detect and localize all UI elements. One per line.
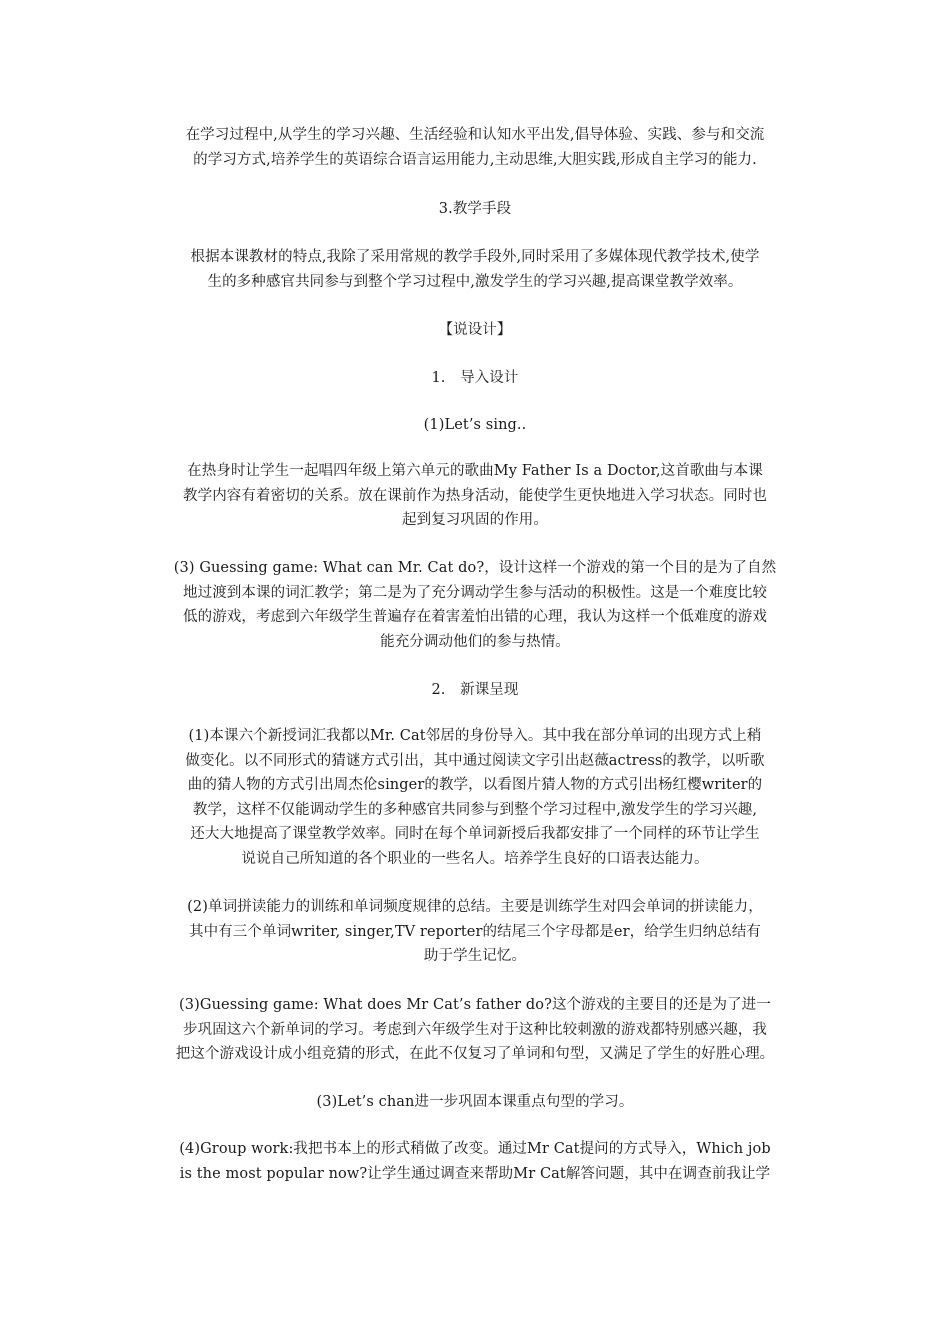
text-line: 把这个游戏设计成小组竞猜的形式，在此不仅复习了单词和句型，又满足了学生的好胜心理。 [175,1046,775,1062]
text-line: 在学习过程中,从学生的学习兴趣、生活经验和认知水平出发,倡导体验、实践、参与和交流 [185,127,765,143]
text-line: 助于学生记忆。 [423,948,527,964]
text-line: is the most popular now?让学生通过调查来帮助Mr Cat解答问题，其中在调查前我让学 [179,1165,771,1182]
text-line: 在热身时让学生一起唱四年级上第六单元的歌曲My Father Is a Doctor,这首歌曲与本课 [187,463,763,479]
text-line: 教学内容有着密切的关系。放在课前作为热身活动，能使学生更快地进入学习状态。同时也 [183,487,767,504]
text-line: 其中有三个单词writer, singer,TV reporter的结尾三个字母都是er，给学生归纳总结有 [188,923,762,940]
text-line: (4)Group work:我把书本上的形式稍做了改变。通过Mr Cat提问的方式导入，Which job [179,1141,771,1157]
heading-lets-sing: (1)Let’s sing.. [423,417,527,433]
heading-teaching-means: 3.教学手段 [438,201,512,217]
text-line: 生的多种感官共同参与到整个学习过程中,激发学生的学习兴趣,提高课堂教学效率。 [207,273,743,290]
heading-new-lesson: 2. 新课呈现 [431,682,519,698]
text-line: 根据本课教材的特点,我除了采用常规的教学手段外,同时采用了多媒体现代教学技术,使学 [190,249,760,265]
text-line: 做变化。以不同形式的猜谜方式引出，其中通过阅读文字引出赵薇actress的教学，以听歌 [185,752,765,769]
text-line: (2)单词拼读能力的训练和单词频度规律的总结。主要是训练学生对四会单词的拼读能力， [187,899,763,915]
text-line: 教学，这样不仅能调动学生的多种感官共同参与到整个学习过程中,激发学生的学习兴趣, [192,801,758,818]
text-line: 能充分调动他们的参与热情。 [380,633,570,650]
paragraph-group-work [138,1137,812,1186]
text-line: 步巩固这六个新单词的学习。考虑到六年级学生对于这种比较刺激的游戏都特别感兴趣，我 [183,1021,767,1038]
paragraph-spelling [138,895,812,969]
text-line: 低的游戏，考虑到六年级学生普遍存在着害羞怕出错的心理，我认为这样一个低难度的游戏 [183,609,767,625]
paragraph-new-words [138,724,812,871]
heading-intro-design: 1. 导入设计 [431,370,519,386]
text-line: 地过渡到本课的词汇教学；第二是为了充分调动学生参与活动的积极性。这是一个难度比较 [183,584,767,601]
heading-design: 【说设计】 [438,322,512,338]
paragraph-lets-chant: (3)Let’s chan进一步巩固本课重点句型的学习。 [316,1094,634,1110]
text-line: 曲的猜人物的方式引出周杰伦singer的教学，以看图片猜人物的方式引出杨红樱writer的 [187,777,763,793]
text-line: 的学习方式,培养学生的英语综合语言运用能力,主动思维,大胆实践,形成自主学习的能力. [193,151,757,168]
paragraph-learning-style [138,123,812,172]
text-line: 起到复习巩固的作用。 [402,512,548,528]
text-line: 还大大地提高了课堂教学效率。同时在每个单词新授后我都安排了一个同样的环节让学生 [190,826,760,842]
paragraph-guessing-game-1 [138,556,812,654]
text-line: (3)Guessing game: What does Mr Cat’s father do?这个游戏的主要目的还是为了进一 [179,997,771,1013]
paragraph-guessing-game-2 [138,993,812,1067]
paragraph-teaching-means [138,245,812,294]
paragraph-warm-up [138,459,812,533]
text-line: (3) Guessing game: What can Mr. Cat do?，设计这样一个游戏的第一个目的是为了自然 [173,560,777,576]
text-line: 说说自己所知道的各个职业的一些名人。培养学生良好的口语表达能力。 [241,850,709,867]
text-line: (1)本课六个新授词汇我都以Mr. Cat邻居的身份导入。其中我在部分单词的出现方式上稍 [188,728,762,744]
